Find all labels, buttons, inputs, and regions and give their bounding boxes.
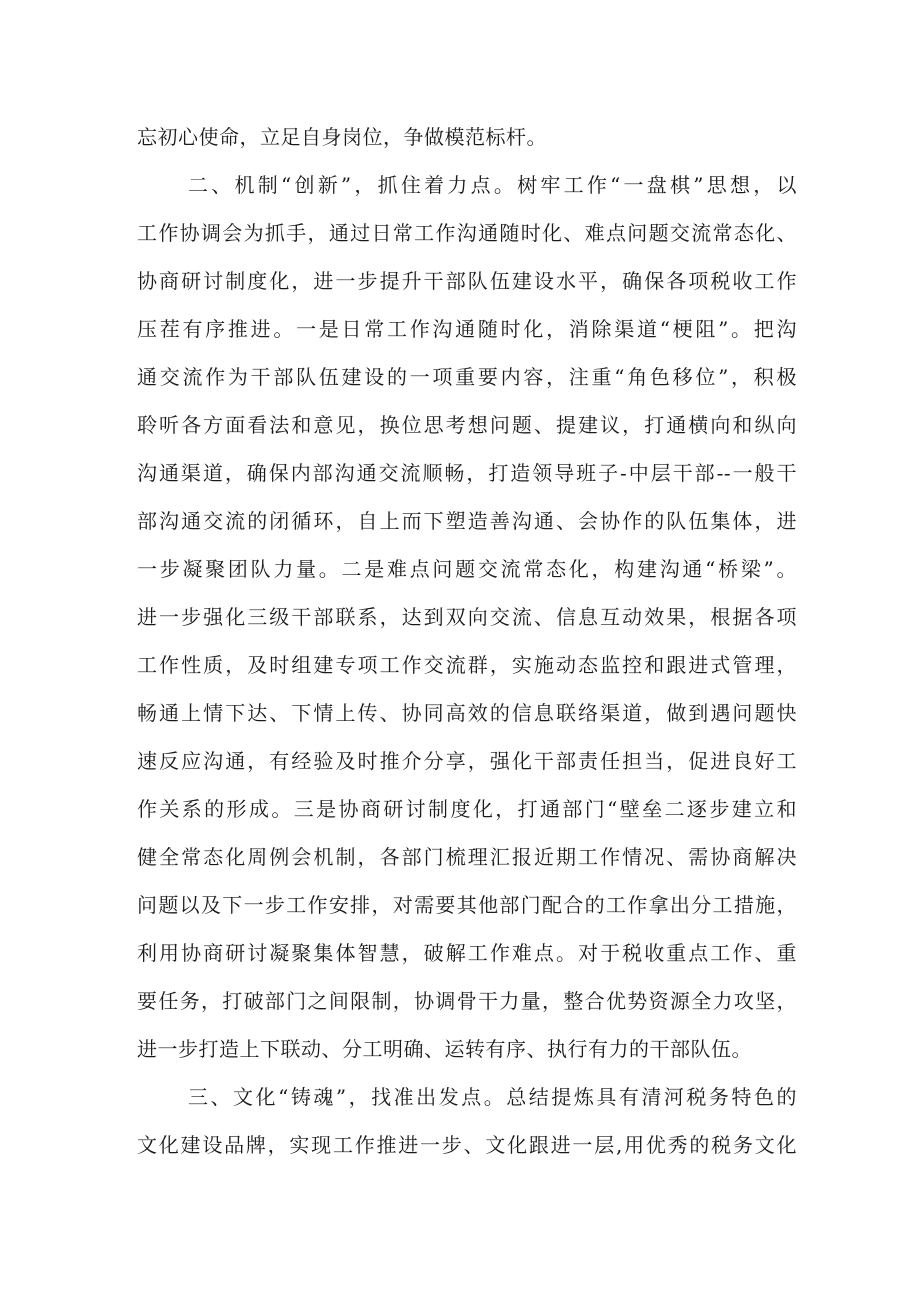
text-line-11: 进一步强化三级干部联系，达到双向交流、信息互动效果，根据各项 xyxy=(137,605,797,629)
text-line-8: 沟通渠道，确保内部沟通交流顺畅，打造领导班子-中层干部--一般干 xyxy=(137,461,797,485)
text-line-16: 健全常态化周例会机制，各部门梳理汇报近期工作情况、需协商解决 xyxy=(137,845,797,869)
text-line-17: 问题以及下一步工作安排，对需要其他部门配合的工作拿出分工措施， xyxy=(137,893,797,917)
text-line-3: 工作协调会为抓手，通过日常工作沟通随时化、难点问题交流常态化、 xyxy=(137,221,797,245)
text-line-19: 要任务，打破部门之间限制，协调骨干力量，整合优势资源全力攻坚， xyxy=(137,989,797,1013)
text-line-18: 利用协商研讨凝聚集体智慧，破解工作难点。对于税收重点工作、重 xyxy=(137,941,797,965)
text-line-22: 文化建设品牌，实现工作推进一步、文化跟进一层,用优秀的税务文化 xyxy=(137,1133,797,1157)
section-heading-3: 三、文化“铸魂”，找准出发点。总结提炼具有清河税务特色的 xyxy=(188,1085,797,1109)
text-line-20: 进一步打造上下联动、分工明确、运转有序、执行有力的干部队伍。 xyxy=(137,1037,752,1061)
text-line-5: 压茬有序推进。一是日常工作沟通随时化，消除渠道“梗阻”。把沟 xyxy=(137,317,797,341)
text-line-6: 通交流作为干部队伍建设的一项重要内容，注重“角色移位”，积极 xyxy=(137,365,797,389)
text-line-12: 工作性质，及时组建专项工作交流群，实施动态监控和跟进式管理， xyxy=(137,653,797,677)
text-line-14: 速反应沟通，有经验及时推介分享，强化干部责任担当，促进良好工 xyxy=(137,749,797,773)
text-line-9: 部沟通交流的闭循环，自上而下塑造善沟通、会协作的队伍集体，进 xyxy=(137,509,797,533)
text-line-4: 协商研讨制度化，进一步提升干部队伍建设水平，确保各项税收工作 xyxy=(137,269,797,293)
text-line-13: 畅通上情下达、下情上传、协同高效的信息联络渠道，做到遇问题快 xyxy=(137,701,797,725)
text-line-15: 作关系的形成。三是协商研讨制度化，打通部门“壁垒二逐步建立和 xyxy=(137,797,797,821)
section-heading-2: 二、机制“创新”，抓住着力点。树牢工作“一盘棋”思想，以 xyxy=(188,173,797,197)
text-line-1: 忘初心使命，立足自身岗位，争做模范标杆。 xyxy=(137,125,547,149)
text-line-10: 一步凝聚团队力量。二是难点问题交流常态化，构建沟通“桥梁”。 xyxy=(137,557,797,581)
text-line-7: 聆听各方面看法和意见，换位思考想问题、提建议，打通横向和纵向 xyxy=(137,413,797,437)
